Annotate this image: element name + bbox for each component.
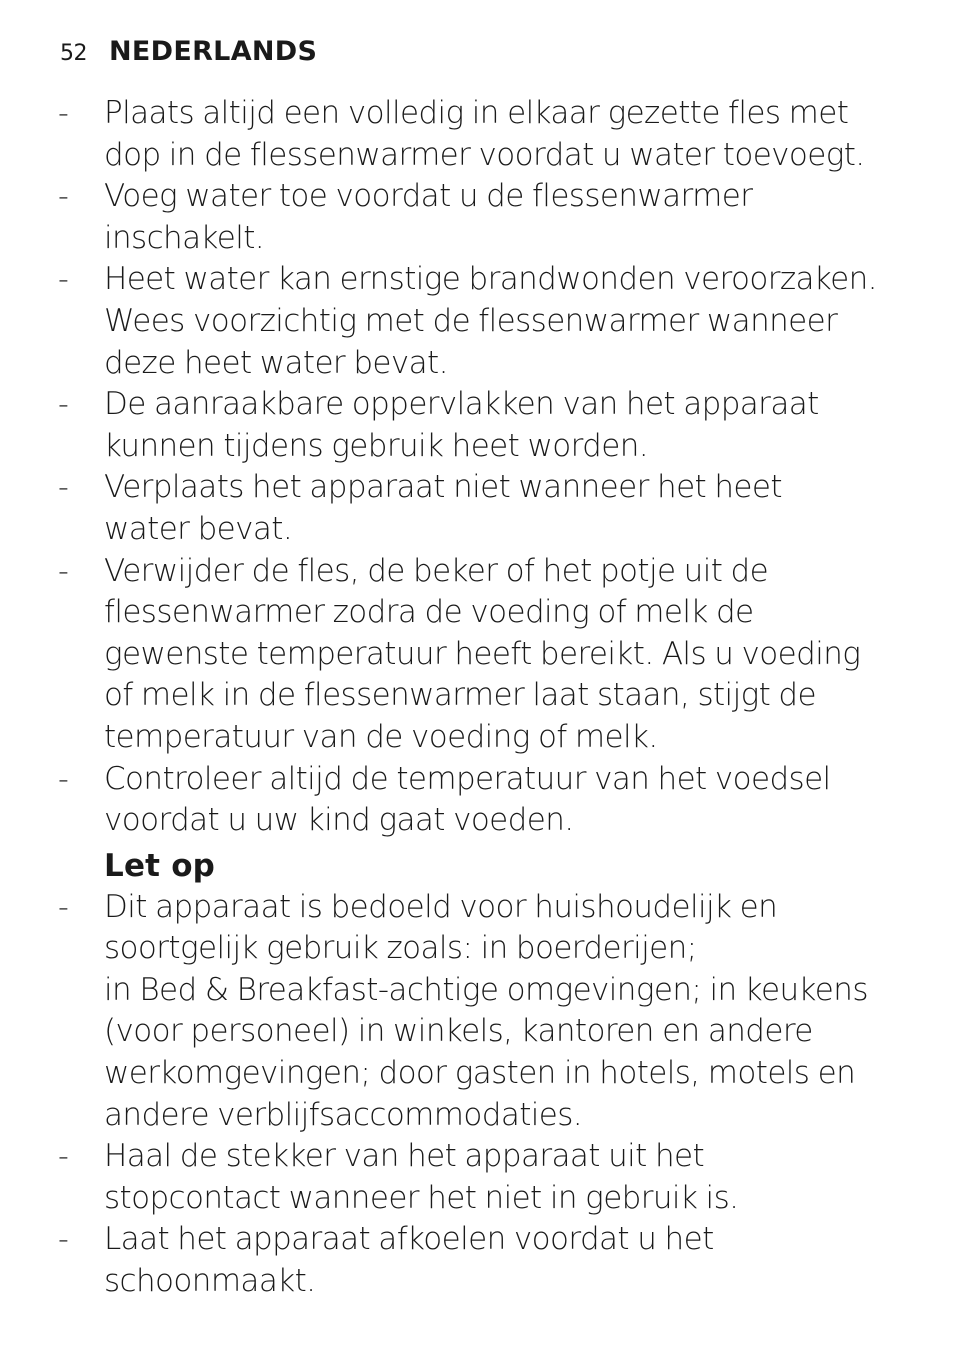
bullet-list-before (58, 93, 918, 842)
page-number: 52 (60, 41, 87, 66)
list-item (58, 1219, 918, 1302)
list-item-text: Laat het apparaat afkoelen voordat u het schoonmaakt. (104, 1221, 714, 1300)
bullet-dash: - (58, 1139, 69, 1175)
list-item (58, 93, 918, 176)
bullet-dash: - (58, 470, 69, 506)
list-item-text: Haal de stekker van het apparaat uit het stopcontact wanneer het niet in gebruik is. (104, 1138, 739, 1216)
section-title: NEDERLANDS (109, 36, 318, 67)
bullet-dash: - (58, 889, 69, 925)
bullet-dash: - (58, 387, 69, 423)
subheading-let-op: Let op (104, 847, 216, 884)
list-item (58, 259, 918, 384)
list-item-text: Voeg water toe voordat u de flessenwarmer inschakelt. (104, 178, 753, 256)
list-item-text: Plaats altijd een volledig in elkaar gezette fles met dop in de flessenwarmer voordat u water toevoegt. (104, 95, 865, 173)
bullet-list-after (58, 887, 918, 1303)
list-item (58, 887, 918, 1137)
list-item-text: Verplaats het apparaat niet wanneer het heet water bevat. (104, 469, 782, 547)
list-item (58, 551, 918, 759)
bullet-dash: - (58, 761, 69, 797)
list-item-text: Heet water kan ernstige brandwonden veroorzaken. Wees voorzichtig met de flessenwarmer wanneer deze heet water bevat. (104, 261, 877, 381)
list-item (58, 467, 918, 550)
page-header (60, 36, 317, 72)
warning-list (58, 93, 918, 1303)
list-item (58, 1136, 918, 1219)
list-item (58, 384, 918, 467)
bullet-dash: - (58, 553, 69, 589)
list-item (58, 176, 918, 259)
bullet-dash: - (58, 96, 69, 131)
list-item-text: De aanraakbare oppervlakken van het apparaat kunnen tijdens gebruik heet worden. (104, 386, 819, 464)
list-item-text: Controleer altijd de temperatuur van het voedsel voordat u uw kind gaat voeden. (104, 760, 831, 839)
list-item (58, 759, 918, 842)
bullet-dash: - (58, 1222, 69, 1258)
list-item-text: Dit apparaat is bedoeld voor huishoudelijk en soortgelijk gebruik zoals: in boerderijen; in Bed & Breakfast-achtige omgevingen; in keukens (voor personeel) in winkels, kantoren en andere werkomgevingen; door gasten in hotels, motels en andere verblijfsaccommodaties. (104, 888, 868, 1133)
bullet-dash: - (58, 179, 69, 215)
list-item-text: Verwijder de fles, de beker of het potje uit de flessenwarmer zodra de voeding of melk de gewenste temperatuur heeft bereikt. Als u voeding of melk in de flessenwarmer laat staan, stijgt de temperatuur van de voeding of melk. (104, 552, 861, 755)
bullet-dash: - (58, 262, 69, 298)
